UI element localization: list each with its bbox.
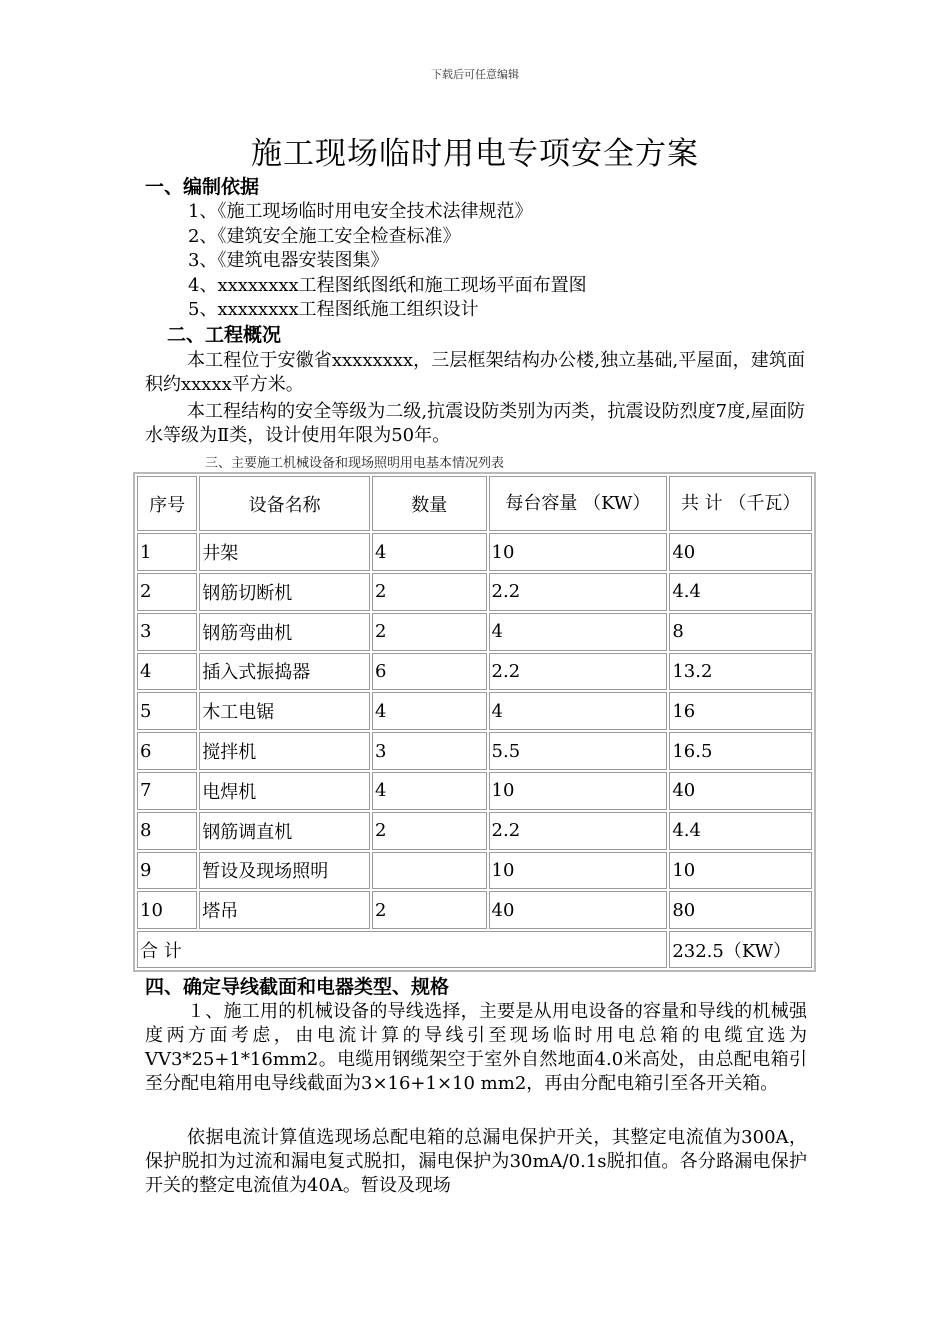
wiring-paragraph: １、施工用的机械设备的导线选择，主要是从用电设备的容量和导线的机械强度两方面考虑，由电流计算的导线引至现场临时用电总箱的电缆宜选为VV3*25+1*16mm2。电缆用钢缆架空于室外自然地面4.0米高处，由总配电箱引至分配电箱用电导线截面为3×16+1×10 mm2，再由分配电箱引至各开关箱。 [145,1001,807,1094]
document-title: 施工现场临时用电专项安全方案 [251,136,699,172]
table-cell: 40 [669,533,812,571]
basis-list [188,200,587,323]
table-cell: 2 [137,573,197,611]
table-cell: 井架 [199,533,370,571]
section-heading-basis: 一、编制依据 [145,176,260,198]
table-header-row [137,476,812,531]
table-cell: 4 [372,772,487,810]
section-heading-wiring: 四、确定导线截面和电器类型、规格 [145,976,450,998]
table-header-cell: 数量 [372,476,487,531]
table-cell: 5.5 [489,732,668,770]
table-header-cell: 共 计 （千瓦） [669,476,812,531]
table-cell: 4 [372,692,487,730]
overview-paragraph: 本工程结构的安全等级为二级,抗震设防类别为丙类，抗震设防烈度7度,屋面防水等级为Ⅱ类，设计使用年限为50年。 [145,401,805,446]
table-row [137,613,812,651]
table-row [137,772,812,810]
table-cell: 10 [489,852,668,890]
table-cell: 木工电锯 [199,692,370,730]
table-header-cell: 序号 [137,476,197,531]
table-cell: 10 [489,533,668,571]
table-cell: 80 [669,891,812,929]
table-cell: 1 [137,533,197,571]
table-cell: 4 [489,613,668,651]
table-cell: 4.4 [669,812,812,850]
table-cell: 2.2 [489,653,668,691]
wiring-paragraph: 依据电流计算值选现场总配电箱的总漏电保护开关，其整定电流值为300A，保护脱扣为过流和漏电复式脱扣，漏电保护为30mA/0.1s脱扣值。各分路漏电保护开关的整定电流值为40A。暂设及现场 [145,1127,807,1196]
table-cell: 3 [137,613,197,651]
table-cell: 2.2 [489,812,668,850]
table-caption: 三、主要施工机械设备和现场照明用电基本情况列表 [205,456,505,471]
table-cell: 4 [489,692,668,730]
table-cell: 4 [137,653,197,691]
total-label: 合 计 [137,931,667,968]
table-cell: 2 [372,812,487,850]
table-cell: 8 [137,812,197,850]
table-cell: 钢筋弯曲机 [199,613,370,651]
table-total-row [137,931,812,968]
table-cell: 10 [489,772,668,810]
table-cell: 10 [669,852,812,890]
table-cell: 6 [372,653,487,691]
table-row [137,573,812,611]
table-cell: 13.2 [669,653,812,691]
section-heading-overview: 二、工程概况 [167,324,282,346]
table-cell: 2 [372,573,487,611]
header-note: 下载后可任意编辑 [431,68,519,81]
table-cell: 暂设及现场照明 [199,852,370,890]
table-cell: 40 [669,772,812,810]
table-cell: 电焊机 [199,772,370,810]
basis-item: 4、xxxxxxxx工程图纸图纸和施工现场平面布置图 [188,274,587,296]
basis-item: 3、《建筑电器安装图集》 [188,250,389,271]
table-cell: 钢筋调直机 [199,812,370,850]
table-cell: 2.2 [489,573,668,611]
table-cell: 塔吊 [199,891,370,929]
table-row [137,732,812,770]
table-cell: 2 [372,613,487,651]
basis-item: 2、《建筑安全施工安全检查标准》 [188,225,461,247]
total-value: 232.5（KW） [669,931,812,968]
table-cell: 5 [137,692,197,730]
table-row [137,891,812,929]
table-row [137,692,812,730]
table-cell: 插入式振捣器 [199,653,370,691]
table-cell: 搅拌机 [199,732,370,770]
table-cell: 2 [372,891,487,929]
table-header-cell: 设备名称 [199,476,370,531]
table-cell: 10 [137,891,197,929]
table-cell: 6 [137,732,197,770]
table-cell: 8 [669,613,812,651]
table-cell: 7 [137,772,197,810]
table-row [137,533,812,571]
table-cell: 40 [489,891,668,929]
table-row [137,812,812,850]
table-header-cell: 每台容量 （KW） [489,476,668,531]
overview-paragraph: 本工程位于安徽省xxxxxxxx，三层框架结构办公楼,独立基础,平屋面，建筑面积约xxxxx平方米。 [145,350,805,395]
table-row [137,653,812,691]
table-cell [372,852,487,890]
table-cell: 9 [137,852,197,890]
table-cell: 16.5 [669,732,812,770]
table-cell: 16 [669,692,812,730]
basis-item: 5、xxxxxxxx工程图纸施工组织设计 [188,299,479,320]
table-cell: 3 [372,732,487,770]
table-cell: 4.4 [669,573,812,611]
equipment-table [133,472,816,972]
table-cell: 4 [372,533,487,571]
basis-item: 1、《施工现场临时用电安全技术法律规范》 [188,201,533,222]
table-row [137,852,812,890]
table-cell: 钢筋切断机 [199,573,370,611]
